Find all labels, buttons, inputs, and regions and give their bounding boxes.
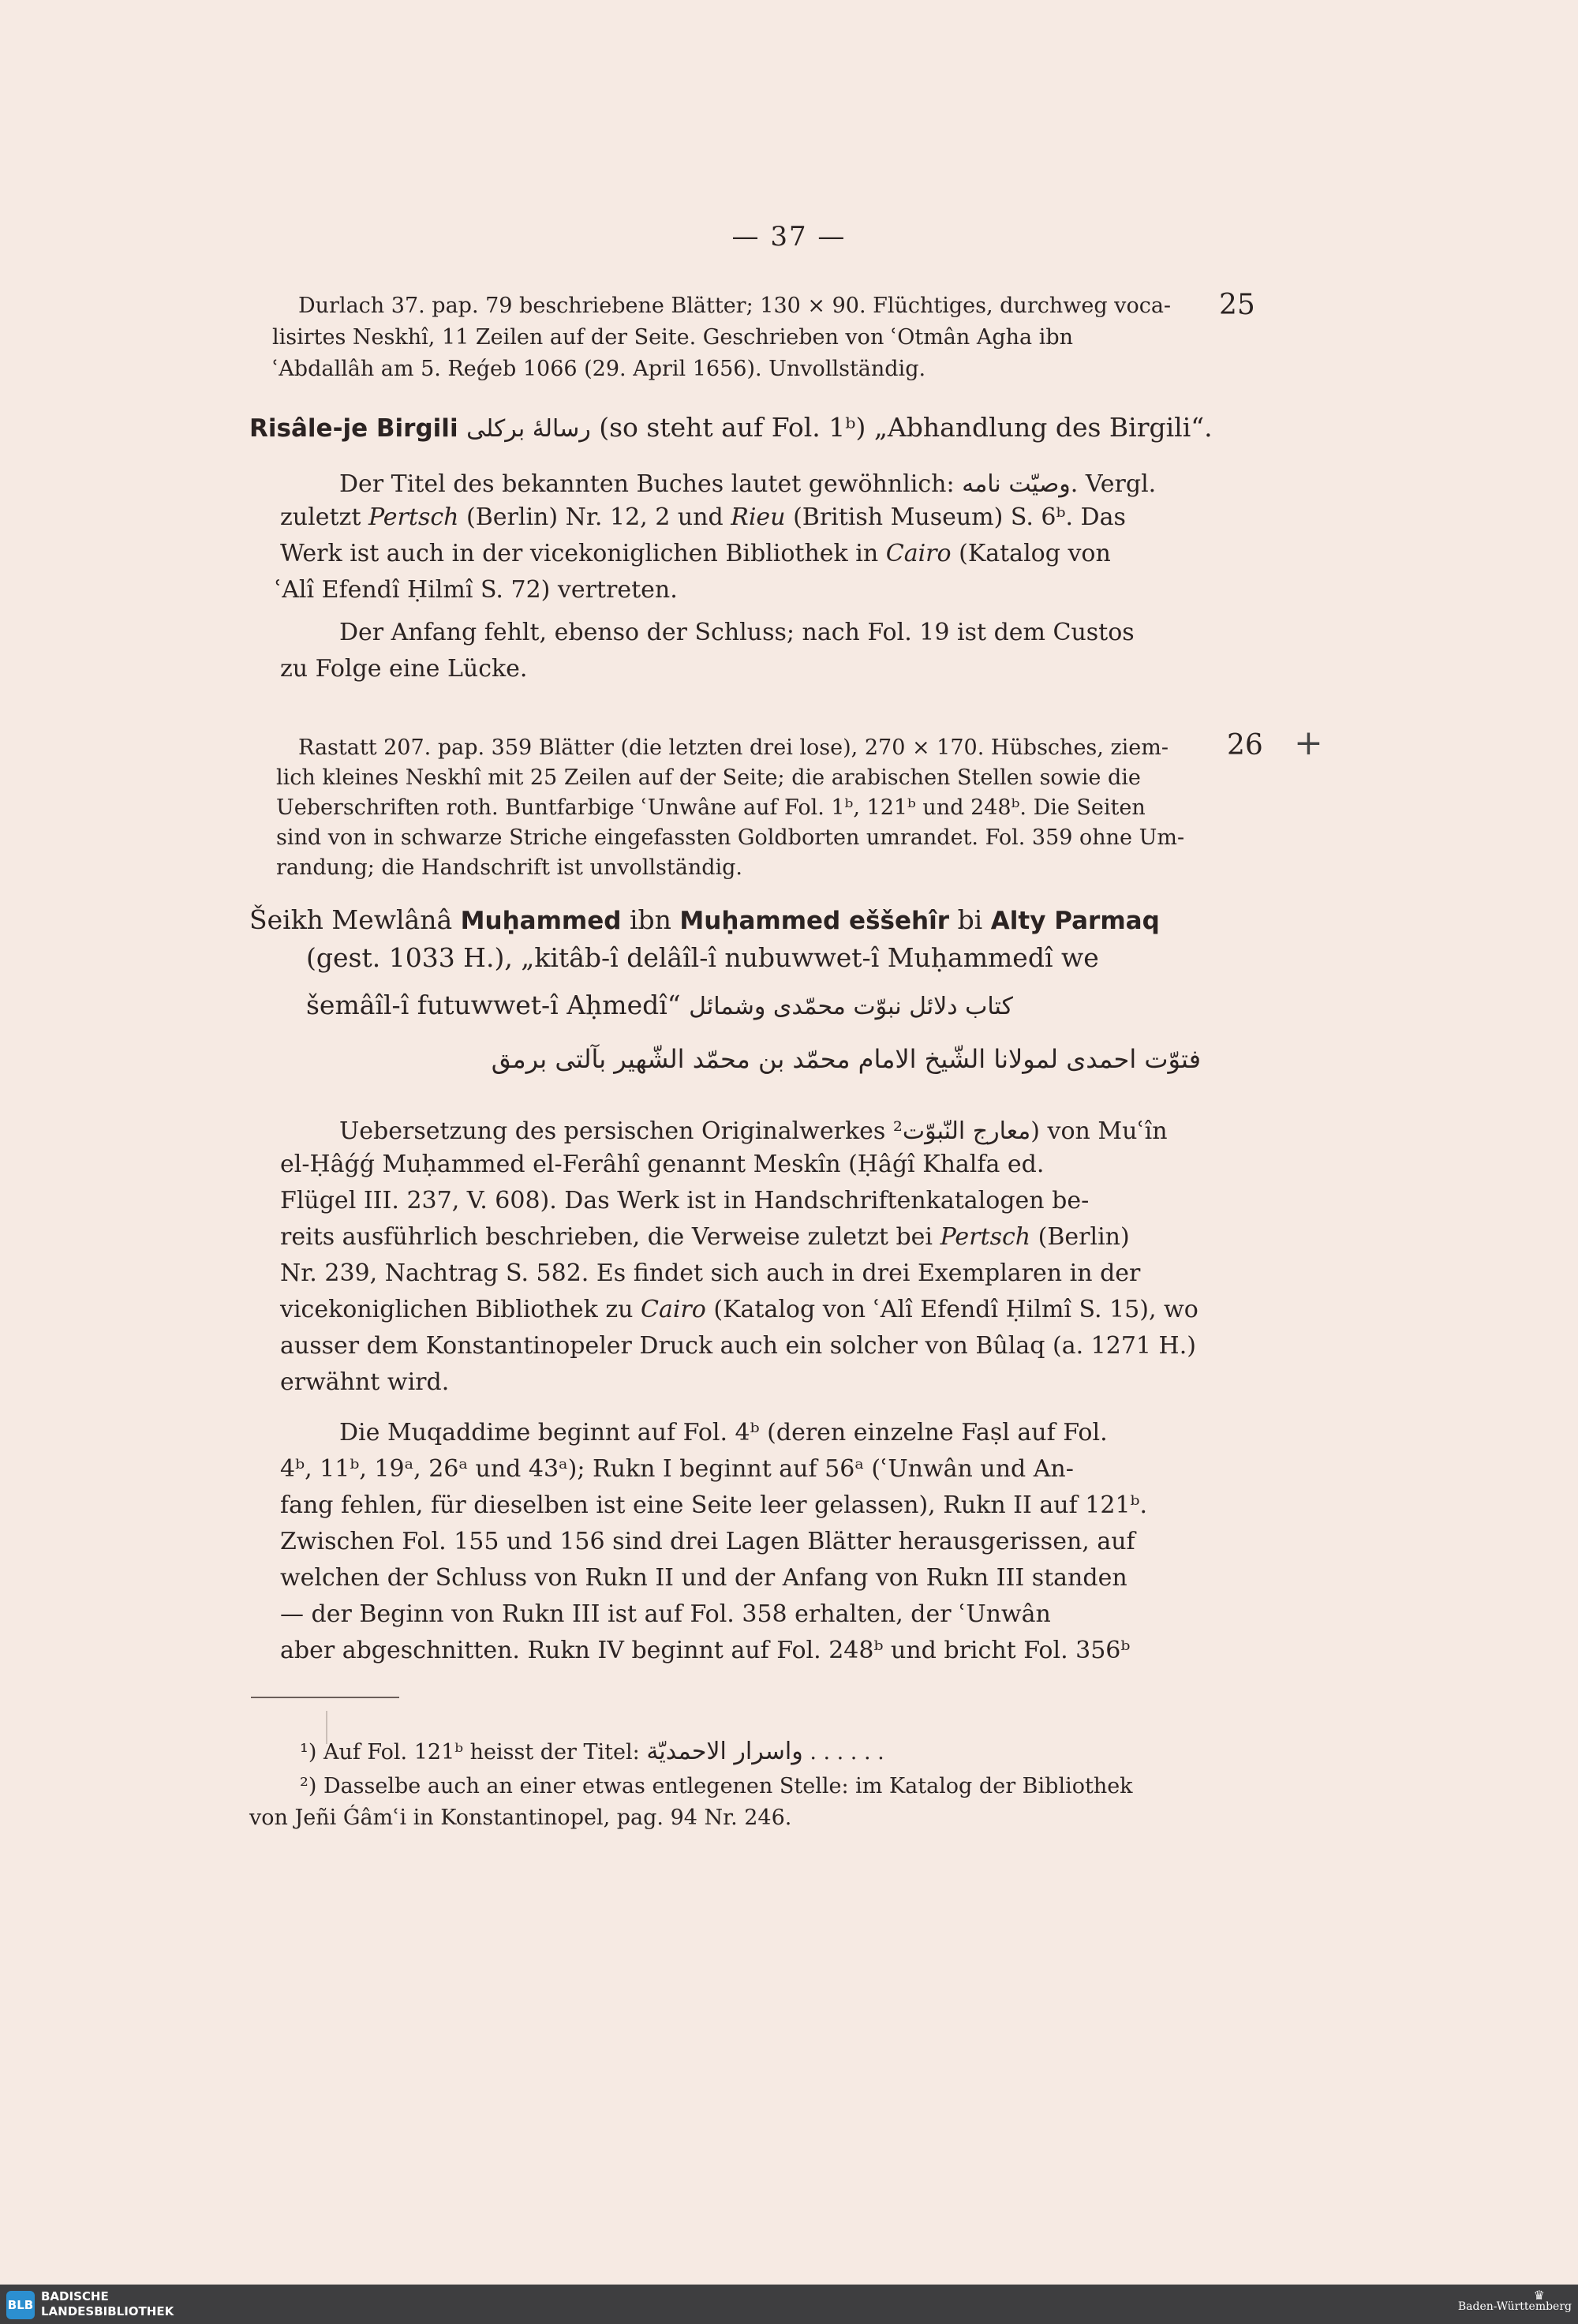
author-name-bold: Muḥammed eššehîr [679, 907, 950, 935]
text-segment: (Katalog von [959, 540, 1111, 567]
entry25-para2-line-2: zu Folge eine Lücke. [280, 655, 528, 683]
entry25-para1-line-3 [280, 538, 1111, 570]
entry26-desc-line-3: Ueberschriften roth. Buntfarbige ʿUnwâne auf Fol. 1ᵇ, 121ᵇ und 248ᵇ. Die Seiten [276, 795, 1146, 820]
text-segment: (British Museum) S. 6ᵇ. Das [793, 503, 1126, 531]
footnote-1 [300, 1733, 884, 1771]
blb-logo-icon[interactable]: BLB [6, 2291, 35, 2319]
entry25-para1-line-2 [280, 502, 1126, 533]
text-segment: ¹) Auf Fol. 121ᵇ heisst der Titel: [300, 1740, 640, 1765]
entry26-heading-line-3 [306, 986, 1013, 1026]
author-name-bold: Muḥammed [460, 907, 622, 935]
entry26-para2-line-6: — der Beginn von Rukn III ist auf Fol. 358 erhalten, der ʿUnwân [280, 1600, 1051, 1628]
footnote-2-line-2: von Jeñi Ǵâmʿi in Konstantinopel, pag. 94 Nr. 246. [249, 1806, 792, 1830]
text-segment: Šeikh Mewlânâ [249, 904, 453, 935]
entry26-para1-line-7: ausser dem Konstantinopeler Druck auch ein solcher von Bûlaq (a. 1271 H.) [280, 1332, 1196, 1360]
text-segment: reits ausführlich beschrieben, die Verweise zuletzt bei [280, 1223, 933, 1251]
entry26-desc-line-1: Rastatt 207. pap. 359 Blätter (die letzten drei lose), 270 × 170. Hübsches, ziem- [298, 735, 1169, 760]
logo-line-1: BADISCHE [41, 2289, 109, 2303]
entry26-para2-line-3: fang fehlen, für dieselben ist eine Seite leer gelassen), Rukn II auf 121ᵇ. [280, 1491, 1148, 1519]
entry26-heading-line-1 [249, 901, 1160, 940]
entry25-para1-line-4: ʿAlî Efendî Ḥilmî S. 72) vertreten. [275, 576, 678, 604]
entry26-para1-line-4 [280, 1222, 1130, 1253]
text-segment: Der Titel des bekannten Buches lautet gewöhnlich: [339, 470, 955, 498]
logo-line-2: LANDESBIBLIOTHEK [41, 2304, 174, 2318]
entry25-para2-line-1: Der Anfang fehlt, ebenso der Schluss; nach Fol. 19 ist dem Custos [339, 619, 1135, 646]
entry26-para1-line-5: Nr. 239, Nachtrag S. 582. Es findet sich auch in drei Exemplaren in der [280, 1259, 1141, 1287]
entry26-para2-line-1: Die Muqaddime beginnt auf Fol. 4ᵇ (deren einzelne Faṣl auf Fol. [339, 1419, 1108, 1446]
entry26-para1-line-1 [339, 1113, 1168, 1151]
arabic-term: واسرار الاحمديّة [646, 1738, 803, 1765]
coat-of-arms-icon: ♛ [1533, 2288, 1545, 2303]
entry25-para1-line-1 [339, 466, 1156, 503]
entry-number-26: 26 [1227, 729, 1263, 762]
arabic-title: كتاب دلائل نبوّت محمّدی وشمائل [689, 993, 1013, 1020]
text-segment: (Berlin) Nr. 12, 2 und [466, 503, 724, 531]
entry25-title-bold: Risâle-je Birgili [249, 414, 458, 443]
text-segment: . Vergl. [1070, 470, 1157, 498]
author-name: Rieu [731, 503, 786, 531]
entry26-heading-arabic-line: فتوّت احمدی لمولانا الشّیخ الامام محمّد بن محمّد الشّهیر بآلتی برمق [491, 1044, 1201, 1074]
author-name: Pertsch [940, 1223, 1031, 1251]
entry25-desc-line-2: lisirtes Neskhî, 11 Zeilen auf der Seite. Geschrieben von ʿOtmân Agha ibn [272, 325, 1074, 350]
text-segment: Werk ist auch in der vicekoniglichen Bibliothek in [280, 540, 879, 567]
entry25-desc-line-1: Durlach 37. pap. 79 beschriebene Blätter; 130 × 90. Flüchtiges, durchweg voca- [298, 294, 1172, 318]
bw-label: Baden-Württemberg [1457, 2300, 1572, 2313]
entry26-heading-line-2: (gest. 1033 H.), „kitâb-î delâîl-î nubuwwet-î Muḥammedî we [306, 942, 1099, 973]
text-segment: (Berlin) [1038, 1223, 1130, 1251]
arabic-term: وصيّت نامه [962, 470, 1071, 498]
text-segment: . . . . . . [810, 1740, 884, 1765]
text-segment: ²) von Muʿîn [892, 1117, 1168, 1145]
place-name: Cairo [885, 540, 952, 567]
entry26-para2-line-4: Zwischen Fol. 155 und 156 sind drei Lagen Blätter herausgerissen, auf [280, 1528, 1135, 1555]
text-segment: zuletzt [280, 503, 361, 531]
entry25-title-arabic: رسالهٔ برکلی [466, 415, 591, 443]
blb-logo-text[interactable] [41, 2289, 174, 2319]
entry26-para2-line-5: welchen der Schluss von Rukn II und der Anfang von Rukn III standen [280, 1564, 1127, 1592]
entry26-para1-line-2: el-Ḥâǵǵ Muḥammed el-Ferâhî genannt Meskîn (Ḥâǵî Khalfa ed. [280, 1151, 1045, 1178]
text-segment: bi [957, 904, 983, 935]
place-name: Cairo [641, 1296, 706, 1323]
entry26-para1-line-6 [280, 1294, 1198, 1326]
footnote-rule [251, 1697, 399, 1698]
text-segment: ibn [629, 904, 671, 935]
page-number: — 37 — [731, 221, 847, 253]
entry25-title-rest: (so steht auf Fol. 1ᵇ) „Abhandlung des Birgili“. [599, 412, 1213, 443]
text-segment: vicekoniglichen Bibliothek zu [280, 1296, 634, 1323]
entry26-desc-line-5: randung; die Handschrift ist unvollständig. [276, 855, 743, 880]
entry25-title [249, 409, 1213, 448]
entry26-desc-line-2: lich kleines Neskhî mit 25 Zeilen auf der Seite; die arabischen Stellen sowie die [276, 765, 1141, 790]
footnote-2-line-1: ²) Dasselbe auch an einer etwas entlegenen Stelle: im Katalog der Bibliothek [300, 1774, 1133, 1798]
entry26-para2-line-7: aber abgeschnitten. Rukn IV beginnt auf Fol. 248ᵇ und bricht Fol. 356ᵇ [280, 1637, 1131, 1664]
footer-bar [0, 2285, 1578, 2324]
arabic-term: معارج النّبوّت [902, 1117, 1031, 1145]
text-segment: Uebersetzung des persischen Originalwerkes [339, 1117, 886, 1145]
text-segment: šemâîl-î futuwwet-î Aḥmedî“ [306, 990, 681, 1020]
entry-number-25: 25 [1219, 289, 1255, 321]
author-name: Pertsch [368, 503, 459, 531]
entry26-para1-line-8: erwähnt wird. [280, 1368, 450, 1396]
author-name-bold: Alty Parmaq [990, 907, 1160, 935]
entry26-para2-line-2: 4ᵇ, 11ᵇ, 19ᵃ, 26ᵃ und 43ᵃ); Rukn I beginnt auf 56ᵃ (ʿUnwân und An- [280, 1455, 1074, 1483]
entry26-para1-line-3: Flügel III. 237, V. 608). Das Werk ist in Handschriftenkatalogen be- [280, 1187, 1090, 1214]
entry26-desc-line-4: sind von in schwarze Striche eingefassten Goldborten umrandet. Fol. 359 ohne Um- [276, 825, 1185, 850]
text-segment: (Katalog von ʿAlî Efendî Ḥilmî S. 15), wo [713, 1296, 1198, 1323]
plus-mark: + [1294, 723, 1323, 763]
entry25-desc-line-3: ʿAbdallâh am 5. Reǵeb 1066 (29. April 1656). Unvollständig. [272, 357, 926, 381]
